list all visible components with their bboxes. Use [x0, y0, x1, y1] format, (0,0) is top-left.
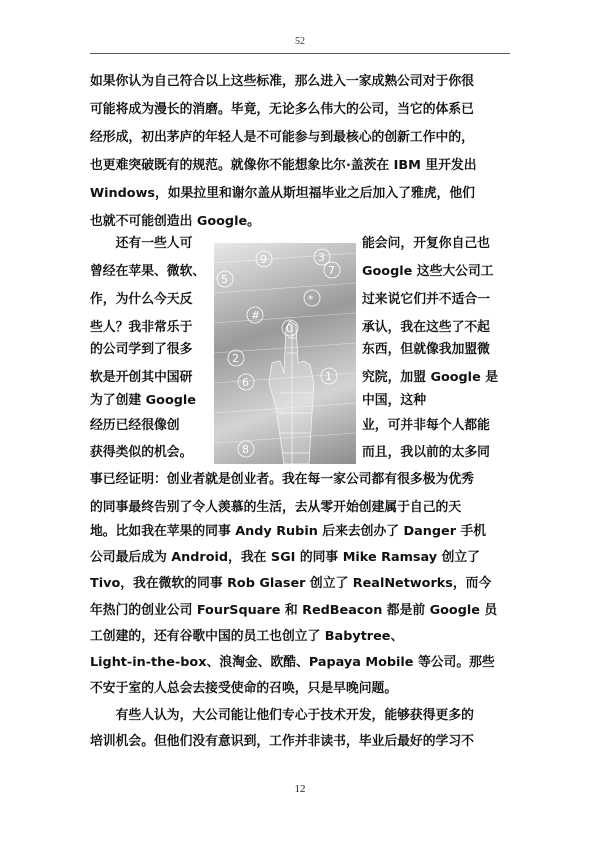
text-line: 承认，我在这些了不起 [362, 320, 490, 335]
text-line: 获得类似的机会。 [90, 445, 193, 460]
text-line: Light-in-the-box、浪淘金、欧酷、Papaya Mobile 等公司。那些 [90, 655, 495, 670]
text-line: 软是开创其中国研 [90, 370, 193, 385]
text-line: 而且，我以前的太多同 [362, 445, 490, 460]
text-line: 曾经在苹果、微软、 [90, 264, 206, 279]
text-line: 也就不可能创造出 Google。 [90, 214, 260, 229]
hand-keypad-illustration [214, 243, 356, 464]
text-line: 如果你认为自己符合以上这些标准，那么进入一家成熟公司对于你很 [90, 74, 474, 89]
text-line: 过来说它们并不适合一 [362, 292, 490, 307]
text-line: 还有一些人可 [90, 236, 193, 251]
text-line: 可能将成为漫长的消磨。毕竟，无论多么伟大的公司，当它的体系已 [90, 102, 474, 117]
text-line: 经历已经很像创 [90, 418, 180, 433]
text-line: 作，为什么今天反 [90, 292, 193, 307]
keypad-digit: 5 [221, 273, 228, 286]
keypad-digit: 3 [318, 251, 325, 264]
keypad-digit: 2 [232, 352, 239, 365]
text-line: Google 这些大公司工 [362, 264, 494, 279]
text-line: 的公司学到了很多 [90, 342, 193, 357]
text-line: 究院，加盟 Google 是 [362, 370, 499, 385]
text-line: 地。比如我在苹果的同事 Andy Rubin 后来去创办了 Danger 手机 [90, 524, 487, 539]
text-line: 东西，但就像我加盟微 [362, 342, 490, 357]
text-line: 工创建的，还有谷歌中国的员工也创立了 Babytree、 [90, 629, 404, 644]
text-line: Windows，如果拉里和谢尔盖从斯坦福毕业之后加入了雅虎，他们 [90, 186, 475, 201]
text-line: 事已经证明：创业者就是创业者。我在每一家公司都有很多极为优秀 [90, 472, 474, 487]
text-line: 公司最后成为 Android，我在 SGI 的同事 Mike Ramsay 创立了 [90, 550, 480, 565]
text-line: 年热门的创业公司 FourSquare 和 RedBeacon 都是前 Google 员 [90, 603, 498, 618]
text-line: 经形成，初出茅庐的年轻人是不可能参与到最核心的创新工作中的， [90, 130, 474, 145]
keypad-digit: 9 [260, 253, 267, 266]
text-line: 培训机会。但他们没有意识到，工作并非读书，毕业后最好的学习不 [90, 734, 474, 749]
text-line: 有些人认为，大公司能让他们专心于技术开发，能够获得更多的 [90, 708, 474, 723]
keypad-digit: 7 [328, 264, 335, 277]
text-line: 的同事最终告别了令人羡慕的生活，去从零开始创建属于自己的天 [90, 500, 462, 515]
text-line: 也更难突破既有的规范。就像你不能想象比尔·盖茨在 IBM 里开发出 [90, 158, 477, 173]
text-line: 能会问，开复你自己也 [362, 236, 490, 251]
figure-touchscreen-hand [214, 243, 356, 464]
keypad-digit: 0 [286, 322, 293, 335]
keypad-digit: * [308, 293, 314, 306]
text-line: 业，可并非每个人都能 [362, 418, 490, 433]
keypad-digit: 1 [325, 370, 332, 383]
text-line: 中国，这种 [362, 393, 426, 408]
text-line: 不安于室的人总会去接受使命的召唤，只是早晚问题。 [90, 681, 398, 696]
keypad-digit: 8 [242, 443, 249, 456]
text-line: Tivo，我在微软的同事 Rob Glaser 创立了 RealNetworks，而今 [90, 576, 492, 591]
keypad-digit: 6 [242, 376, 249, 389]
text-line: 些人？我非常乐于 [90, 320, 193, 335]
text-line: 为了创建 Google [90, 393, 196, 408]
header-page-number: 52 [295, 36, 305, 47]
footer-page-number: 12 [294, 783, 306, 795]
header-rule [90, 53, 510, 54]
keypad-digit: # [251, 309, 261, 322]
